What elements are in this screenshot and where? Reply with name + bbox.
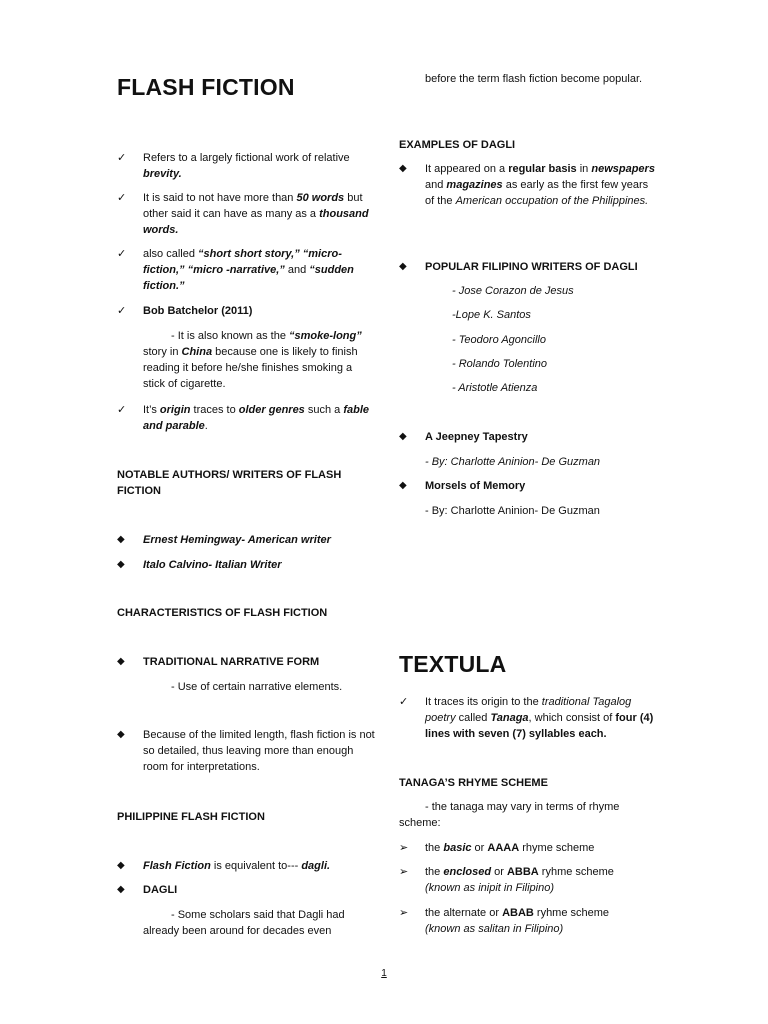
- check-icon: ✓: [117, 404, 127, 416]
- diamond-icon: ◆: [117, 884, 125, 895]
- diamond-icon: ◆: [117, 534, 125, 545]
- writer-name: - Rolando Tolentino: [452, 358, 547, 370]
- text-run: as early as the first few years of the: [425, 179, 649, 207]
- rhyme-note: (known as inipit in Filipino): [425, 882, 554, 894]
- rhyme-intro: - the tanaga may vary in terms of rhyme scheme:: [399, 801, 620, 829]
- text-run: is equivalent to---: [210, 860, 302, 872]
- list-item-text: POPULAR FILIPINO WRITERS OF DAGLI: [425, 261, 638, 273]
- text-run: Bob Batchelor (2011): [143, 305, 253, 317]
- continued-text: before the term flash fiction become popular.: [425, 73, 643, 85]
- arrow-icon: ➢: [399, 866, 409, 878]
- text-run: China: [181, 346, 213, 358]
- text-run: American occupation of the Philippines.: [455, 195, 649, 207]
- traditional-note: - Use of certain narrative elements.: [171, 681, 343, 693]
- diamond-icon: ◆: [117, 656, 125, 667]
- list-item: [117, 190, 377, 238]
- rhyme-heading: TANAGA’S RHYME SCHEME: [399, 777, 548, 789]
- list-item: [399, 840, 659, 856]
- writer-name: - Aristotle Atienza: [452, 382, 538, 394]
- list-item-text: [425, 161, 657, 209]
- text-run: It appeared on a: [425, 163, 509, 175]
- text-run: or: [471, 842, 488, 854]
- text-run: 50 words: [296, 192, 345, 204]
- author-name: Ernest Hemingway- American writer: [143, 534, 331, 546]
- textula-title: TEXTULA: [399, 651, 507, 677]
- text-run: newspapers: [591, 163, 655, 175]
- check-icon: ✓: [399, 696, 409, 708]
- text-run: the alternate or: [425, 907, 503, 919]
- philippine-heading: PHILIPPINE FLASH FICTION: [117, 811, 265, 823]
- text-run: enclosed: [443, 866, 492, 878]
- text-run: but other said it can have as many as a: [143, 192, 363, 220]
- notable-authors-heading: NOTABLE AUTHORS/ WRITERS OF FLASH FICTION: [117, 469, 342, 497]
- list-item-text: A Jeepney Tapestry: [425, 431, 528, 443]
- text-run: four (4) lines with seven (7) syllables each.: [425, 712, 654, 740]
- text-run: brevity.: [143, 168, 182, 180]
- diamond-icon: ◆: [399, 480, 407, 491]
- list-item-text: [143, 246, 377, 294]
- list-item: [399, 161, 657, 209]
- text-run: origin: [159, 404, 191, 416]
- text-run: rhyme scheme: [519, 842, 595, 854]
- examples-heading: EXAMPLES OF DAGLI: [399, 139, 516, 151]
- list-item: [117, 532, 377, 548]
- text-run: “short short story,” “micro-fiction,” “micro -narrative,”: [143, 248, 342, 276]
- text-run: ABBA: [506, 866, 539, 878]
- list-item-text: Because of the limited length, flash fiction is not so detailed, thus leaving more than enough room for interpretations.: [143, 729, 375, 773]
- list-item: [117, 557, 377, 573]
- text-run: magazines: [446, 179, 503, 191]
- text-run: and: [284, 264, 310, 276]
- text-run: and: [425, 179, 447, 191]
- list-item-text: DAGLI: [143, 884, 178, 896]
- list-item: [399, 478, 659, 494]
- text-run: , which consist of: [528, 712, 616, 724]
- dagli-note: - Some scholars said that Dagli had already been around for decades even: [143, 909, 345, 937]
- diamond-icon: ◆: [117, 729, 125, 740]
- page-title: FLASH FICTION: [117, 74, 295, 100]
- text-run: .: [204, 420, 208, 432]
- text-run: Flash Fiction: [143, 860, 211, 872]
- text-run: dagli.: [301, 860, 331, 872]
- writer-name: - Teodoro Agoncillo: [452, 334, 546, 346]
- text-run: ABAB: [502, 907, 534, 919]
- morsels-author: - By: Charlotte Aninion- De Guzman: [425, 505, 600, 517]
- check-icon: ✓: [117, 152, 127, 164]
- text-run: It is said to not have more than: [143, 192, 297, 204]
- writer-name: - Jose Corazon de Jesus: [452, 285, 574, 297]
- text-run: the: [425, 866, 444, 878]
- text-run: such a: [304, 404, 344, 416]
- list-item: [399, 694, 657, 742]
- text-run: traces to: [190, 404, 239, 416]
- list-item: [399, 429, 659, 445]
- text-run: - It is also known as the: [171, 330, 289, 342]
- text-run: traditional Tagalog poetry: [425, 696, 632, 724]
- text-run: the: [425, 842, 444, 854]
- text-run: basic: [443, 842, 472, 854]
- list-item-text: [143, 190, 377, 238]
- list-item-text: [143, 150, 377, 182]
- list-item: [117, 303, 377, 319]
- author-name: Italo Calvino- Italian Writer: [143, 559, 282, 571]
- list-item-text: [425, 840, 659, 856]
- text-run: because one is likely to finish reading it before he/she finishes smoking a stick of cigarette.: [143, 346, 358, 390]
- text-run: “smoke-long”: [289, 330, 362, 342]
- list-item-text: [425, 694, 657, 742]
- text-run: fable and parable: [143, 404, 370, 432]
- text-run: called: [455, 712, 491, 724]
- text-run: It traces its origin to the: [425, 696, 542, 708]
- text-run: regular basis: [508, 163, 577, 175]
- rhyme-note: (known as salitan in Filipino): [425, 923, 564, 935]
- list-item: [117, 150, 377, 182]
- text-run: It’s: [143, 404, 160, 416]
- text-run: AAAA: [487, 842, 520, 854]
- list-item-text: [143, 858, 377, 874]
- text-run: ryhme scheme: [538, 866, 614, 878]
- writer-name: -Lope K. Santos: [452, 309, 531, 321]
- jeepney-author: - By: Charlotte Aninion- De Guzman: [425, 456, 601, 468]
- list-item: [399, 259, 659, 275]
- list-item: [117, 402, 377, 434]
- list-item: [117, 727, 377, 775]
- diamond-icon: ◆: [399, 261, 407, 272]
- list-item: [117, 246, 377, 294]
- text-run: story in: [143, 346, 182, 358]
- list-item-text: [143, 303, 377, 319]
- list-item: [399, 864, 659, 896]
- characteristics-heading: CHARACTERISTICS OF FLASH FICTION: [117, 607, 328, 619]
- batchelor-note: [143, 328, 375, 392]
- text-run: older genres: [238, 404, 305, 416]
- text-run: also called: [143, 248, 199, 260]
- list-item: [117, 858, 377, 874]
- text-run: ryhme scheme: [533, 907, 610, 919]
- check-icon: ✓: [117, 248, 127, 260]
- check-icon: ✓: [117, 305, 127, 317]
- arrow-icon: ➢: [399, 842, 409, 854]
- list-item: [399, 905, 659, 937]
- diamond-icon: ◆: [399, 431, 407, 442]
- list-item-text: [425, 864, 659, 880]
- arrow-icon: ➢: [399, 907, 409, 919]
- list-item-text: [425, 905, 659, 921]
- text-run: Tanaga: [490, 712, 529, 724]
- text-run: “sudden fiction.”: [143, 264, 354, 292]
- text-run: in: [576, 163, 592, 175]
- check-icon: ✓: [117, 192, 127, 204]
- list-item-text: TRADITIONAL NARRATIVE FORM: [143, 656, 320, 668]
- diamond-icon: ◆: [117, 860, 125, 871]
- list-item: [117, 654, 377, 670]
- text-run: thousand words.: [143, 208, 369, 236]
- text-run: Refers to a largely fictional work of relative: [143, 152, 350, 164]
- diamond-icon: ◆: [117, 559, 125, 570]
- list-item-text: [143, 402, 377, 434]
- diamond-icon: ◆: [399, 163, 407, 174]
- text-run: or: [491, 866, 507, 878]
- list-item: [117, 882, 377, 898]
- page-number: 1: [381, 968, 387, 979]
- list-item-text: Morsels of Memory: [425, 480, 526, 492]
